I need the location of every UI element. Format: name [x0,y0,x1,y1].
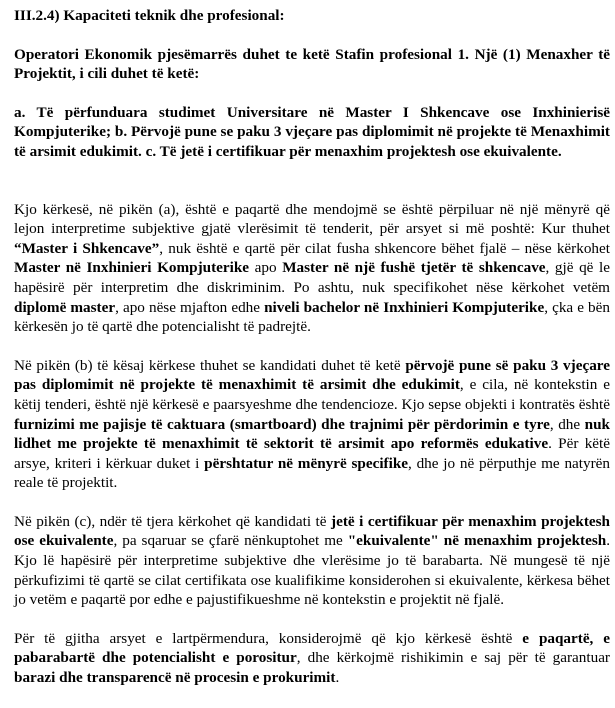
text-run: , çka e bën kërkesën jo të qartë dhe potencialisht të padrejtë. [14,298,610,336]
text-run: . Për këtë arsye, kriteri i kërkuar duket i [14,435,610,472]
staff-requirement-intro: Operatori Ekonomik pjesëmarrës duhet te ketë Stafin profesional 1. Një (1) Menaxher të Projektit, i cili duhet të ketë: [14,45,610,83]
bold-run: Master në Inxhinieri Kompjuterike [14,259,250,277]
bold-run: Master në një fushë tjetër të shkencave [282,259,546,277]
text-run: , pa sqaruar se çfarë nënkuptohet me [113,532,348,550]
text-run: . Kjo lë hapësirë për interpretime subjektive dhe vlerësime jo të barabarta. Në mungesë të një përkufizimi të qartë se cilat certifikata ose kualifikime konsiderohen si ekuivalente, kërkesa bëhet jo vetëm e paqartë por edhe e pajustifikueshme në kontekstin e projektit në fjalë. [14,532,610,609]
section-heading: III.2.4) Kapaciteti teknik dhe profesional: [14,7,285,24]
text-run: Në pikën (b) të kësaj kërkese thuhet se kandidati duhet të ketë [14,356,406,374]
bold-run: barazi dhe transparencë në procesin e prokurimit [14,669,336,687]
text-run: , dhe [549,415,585,433]
project-manager-requirements: a. Të përfunduara studimet Universitare në Master I Shkencave ose Inxhinierisë Kompjuterike; b. Përvojë pune se paku 3 vjeçare pas diplomimit në projekte të Menaxhimit të arsimit edukimit. c. Të jetë i certifikuar për menaxhim projektesh ose ekuivalente. [14,103,610,160]
bold-run: jetë i certifikuar për menaxhim projektesh ose ekuivalente [14,512,610,550]
text-run: , apo nëse mjafton edhe [115,298,265,316]
bold-run: përvojë pune së paku 3 vjeçare pas diplomimit në projekte të menaxhimit të arsimit dhe edukimit [14,356,610,394]
bold-run: nuk lidhet me projekte të menaxhimit të sektorit të arsimit apo reformës edukative [14,415,610,453]
bold-run: përshtatur në mënyrë specifike [204,454,409,472]
paragraph-point-b [14,356,610,493]
text-run: , gjë që le hapësirë për interpretim dhe diskriminim. Po ashtu, nuk specifikohet nëse kërkohet vetëm [14,259,610,296]
text-run: Për të gjitha arsyet e lartpërmendura, konsiderojmë që kjo kërkesë është [14,629,523,647]
text-run: , dhe kërkojmë rishikimin e saj për të garantuar [296,649,610,667]
bold-run: "ekuivalente" në menaxhim projektesh [347,532,607,550]
text-run: Kjo kërkesë, në pikën (a), është e paqartë dhe mendojmë se është përpiluar në një mënyrë që lejon interpretime subjektive gjatë vlerësimit të tenderit, për arsyet si më poshtë: Kur thuhet [14,200,610,238]
text-run: apo [249,259,283,277]
bold-run: “Master i Shkencave” [14,239,160,257]
paragraph-point-a [14,200,610,337]
paragraph-point-c [14,512,610,610]
bold-run: diplomë master [14,298,116,316]
text-run: Në pikën (c), ndër të tjera kërkohet që kandidati të [14,512,332,530]
bold-run: e paqartë, e pabarabartë dhe potencialisht e porositur [14,629,611,667]
text-run: , e cila, në kontekstin e këtij tenderi, është një kërkesë e paarsyeshme dhe tendencioze. Kjo sepse objekti i kontratës është [14,376,610,413]
text-run: , nuk është e qartë për cilat fusha shkencore bëhet fjalë – nëse kërkohet [159,239,610,257]
bold-run: niveli bachelor në Inxhinieri Kompjuterike [264,298,545,316]
text-run: . [335,669,340,687]
text-run: , dhe jo në përputhje me natyrën reale të projektit. [14,454,610,492]
bold-run: furnizimi me pajisje të caktuara (smartboard) dhe trajnimi për përdorimin e tyre [14,415,550,433]
paragraph-conclusion [14,629,610,688]
